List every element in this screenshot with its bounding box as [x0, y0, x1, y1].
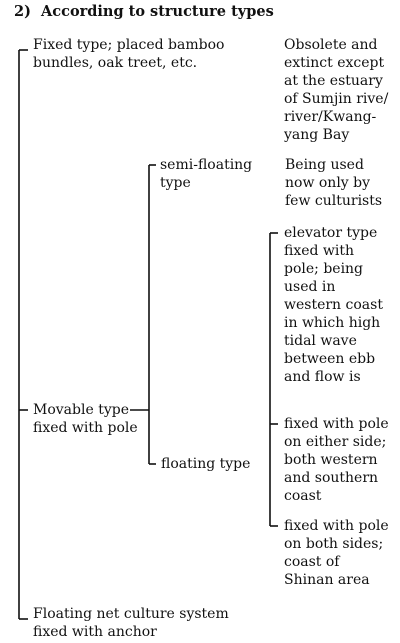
section-heading: 2) According to structure types — [14, 3, 274, 20]
node-semi-floating-type: semi-floating type — [160, 157, 253, 191]
node-elevator-type: elevator type fixed with pole; being used in western coast in which high tidal wave between ebb and flow is — [284, 225, 383, 385]
node-floating-type: floating type — [161, 456, 251, 472]
node-semi-floating-note: Being used now only by few culturists — [285, 157, 383, 209]
node-fixed-type: Fixed type; placed bamboo bundles, oak treet, etc. — [33, 37, 225, 71]
node-fixed-both-sides: fixed with pole on both sides; coast of Shinan area — [284, 518, 389, 588]
node-movable-type: Movable type fixed with pole — [33, 402, 138, 436]
node-fixed-type-note: Obsolete and extinct except at the estuary of Sumjin rive/ river/Kwang- yang Bay — [284, 37, 389, 143]
node-floating-net: Floating net culture system fixed with anchor — [33, 606, 229, 640]
node-fixed-either-side: fixed with pole on either side; both western and southern coast — [284, 416, 389, 504]
